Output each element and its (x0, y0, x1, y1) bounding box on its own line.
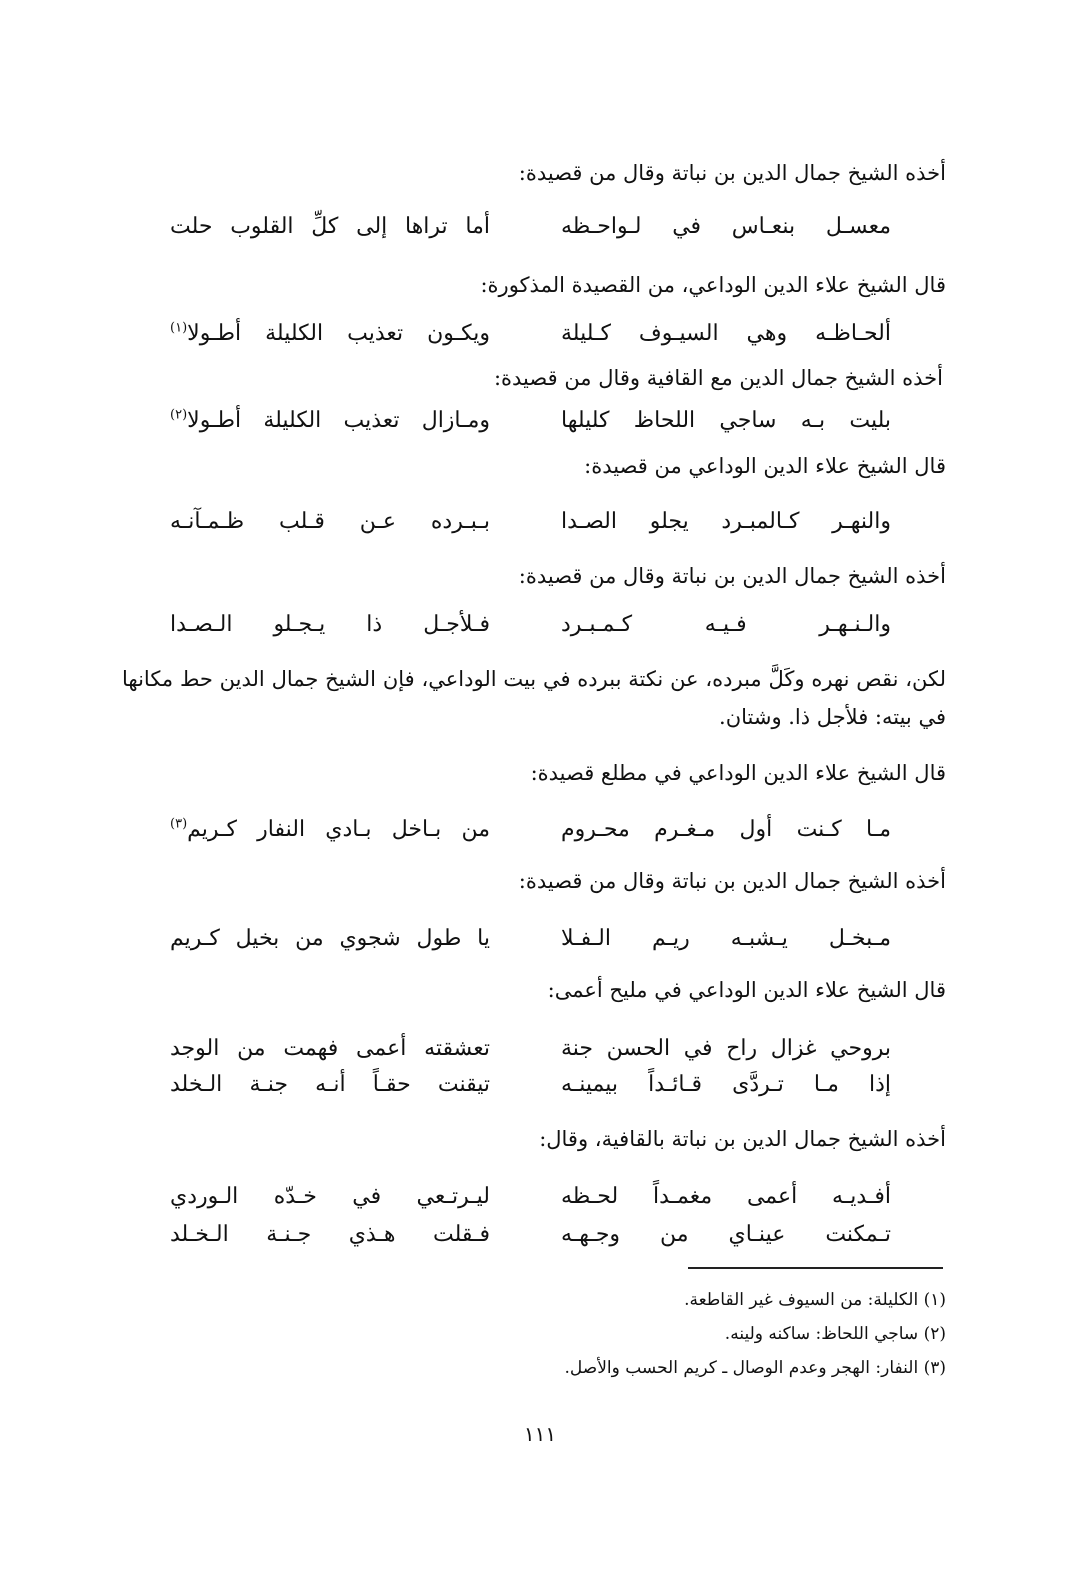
poem-verse (170, 404, 891, 438)
verse-first-hemistich: بليت بـه ساجي اللحاظ كليلها (561, 408, 891, 433)
verse-second-hemistich (170, 813, 490, 847)
verse-second-hemistich: يا طول شجوي من بخيل كـريم (170, 926, 490, 951)
footnote-marker: (٣) (170, 816, 188, 832)
narration-line: قال الشيخ علاء الدين الوداعي في مطلع قصيدة: (530, 761, 946, 785)
verse-text: ومـازال تعذيب الكليلة أطـولا (187, 408, 490, 433)
narration-line: أخذه الشيخ جمال الدين بن نباتة وقال من قصيدة: (518, 869, 946, 893)
poem-verse (170, 813, 891, 847)
footnote: (١) الكليلة: من السيوف غير القاطعة. (684, 1290, 946, 1310)
verse-second-hemistich (170, 317, 490, 351)
footnote-marker: (١) (170, 320, 188, 336)
footnote: (٣) النفار: الهجر وعدم الوصال ـ كريم الحسب والأصل. (564, 1358, 946, 1378)
verse-second-hemistich: ليـرتـعي في خـدّه الـوردي (170, 1184, 490, 1209)
poem-verse (170, 505, 891, 539)
verse-text: ويكـون تعذيب الكليلة أطـولا (187, 321, 490, 346)
verse-second-hemistich: أما تراها إلى كلِّ القلوب حلت (170, 214, 490, 239)
poem-verse (170, 608, 891, 642)
verse-first-hemistich: مـا كـنت أول مـغـرم محـروم (561, 817, 891, 842)
poem-verse (170, 922, 891, 956)
narration-line: أخذه الشيخ جمال الدين بن نباتة وقال من قصيدة: (518, 564, 946, 588)
verse-second-hemistich: فـلأجـل ذا يـجـلو الـصـدا (170, 612, 490, 637)
footnote-separator (688, 1267, 943, 1269)
verse-first-hemistich: مـبخـل يـشبـه ريـم الـفـلا (561, 926, 891, 951)
verse-second-hemistich (170, 404, 490, 438)
verse-second-hemistich: تعشقته أعمى فهمت من الوجد (170, 1036, 490, 1061)
narration-line: قال الشيخ علاء الدين الوداعي من قصيدة: (584, 454, 946, 478)
poem-verse (170, 210, 891, 244)
narration-line: قال الشيخ علاء الدين الوداعي في مليح أعمى: (547, 978, 946, 1002)
verse-second-hemistich: فـقلت هـذي جـنـة الـخـلد (170, 1222, 490, 1247)
poem-verse (170, 1218, 891, 1252)
narration-line: أخذه الشيخ جمال الدين بن نباتة بالقافية، وقال: (539, 1127, 946, 1151)
narration-line: قال الشيخ علاء الدين الوداعي، من القصيدة المذكورة: (480, 273, 946, 297)
page-number: ١١١ (523, 1422, 557, 1446)
verse-first-hemistich: معسـل بنعـاس في لـواحـظه (561, 214, 891, 239)
verse-first-hemistich: ألحـاظـه وهي السيـوف كـليلة (561, 321, 891, 346)
verse-first-hemistich: والنهـر كـالمبـرد يجلو الصـدا (561, 509, 891, 534)
poem-verse (170, 317, 891, 351)
footnote-marker: (٢) (170, 407, 188, 423)
poem-verse (170, 1180, 891, 1214)
verse-first-hemistich: إذا مـا تـردَّى قـائـداً بيمينـه (561, 1072, 891, 1097)
narration-line: أخذه الشيخ جمال الدين بن نباتة وقال من قصيدة: (518, 161, 946, 185)
verse-first-hemistich: أفـديـه أعمى مغمـداً لحـظه (561, 1184, 891, 1209)
commentary-paragraph: لكن، نقص نهره وكَلَّ مبرده، عن نكتة ببرده في بيت الوداعي، فإن الشيخ جمال الدين حط مكانها في بيته: فلأجل ذا. وشتان. (122, 667, 946, 729)
verse-first-hemistich: بروحي غزال راح في الحسن جنة (561, 1036, 891, 1061)
verse-first-hemistich: تـمكنت عينـاي من وجـهـه (561, 1222, 891, 1247)
verse-text: من بـاخل بـادي النفار كـريم (187, 817, 490, 842)
footnote: (٢) ساجي اللحاظ: ساكنه ولينه. (724, 1324, 946, 1344)
poem-verse (170, 1068, 891, 1102)
verse-first-hemistich: والـنـهـر فـيـه كـمـبـرد (561, 612, 891, 637)
verse-second-hemistich: تيقنت حقـاً أنـه جنـة الـخلد (170, 1072, 490, 1097)
verse-second-hemistich: بـبـرده عـن قـلب ظـمـآنـه (170, 509, 490, 534)
poem-verse (170, 1032, 891, 1066)
narration-line: أخذه الشيخ جمال الدين مع القافية وقال من قصيدة: (493, 366, 943, 390)
